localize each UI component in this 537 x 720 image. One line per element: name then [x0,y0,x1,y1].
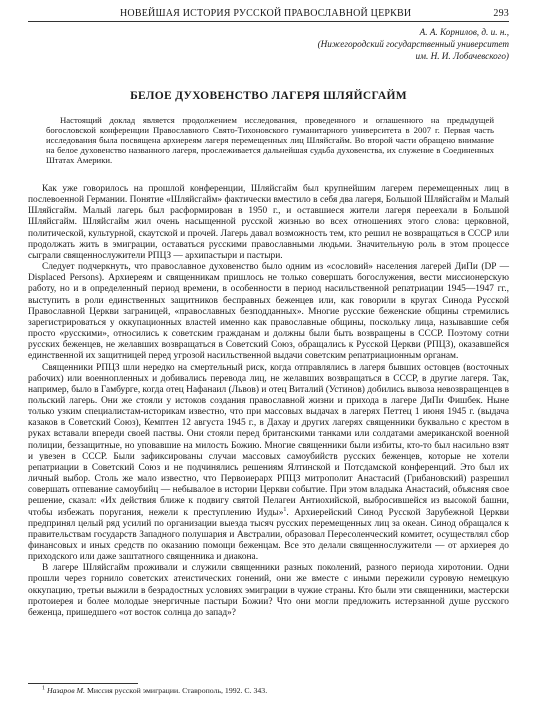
paragraph: В лагере Шляйсгайм проживали и служили священники разных поколений, разного периода хиротонии. Одни прошли через горнило советских атеистических гонений, они же вместе с иными пережили суровую немецкую оккупацию, третьи выжили в безрадостных условиях эмиграции в чужие страны. Кто были эти священники, мастерски протоиерея и более молодые энергичные пастыри Божии? Что они могли предложить истерзанной душе русского беженца, пришедшего «от восток солнца до запад»? [28,563,509,618]
footnote-author: Назаров М. [46,686,85,695]
author-name: А. А. Корнилов, д. и. н., [419,27,509,37]
footnote [42,686,502,696]
running-header [28,6,509,22]
author-affiliation-2: им. Н. И. Лобачевского) [415,51,509,62]
paragraph-text: Священники РПЦЗ шли нередко на смертельный риск, когда отправлялись в лагеря бывших остовцев (восточных рабочих) или военнопленных и добивались перевода лиц, не желавших возвращаться в СССР, в другие лагеря. Так, например, было в Гамбурге, когда отец Нафанаил (Львов) и отец Виталий (Устинов) добились вывоза невозвращенцев в польский лагерь. Они же стояли у истоков создания православной жизни и прихода в лагере ДиПи Фишбек. Ныне только узким специалистам-историкам известно, что при массовых выдачах в лагерях Петтец 1 июня 1945 г. (выдача казаков в Советский Союз), Кемптен 12 августа 1945 г., в Дахау и других лагерях священники буквально с крестом в руках вставали впереди своей паствы. Они стояли перед британскими танками или солдатами американской военной полиции, беззащитные, но уповавшие на милость Божию. Многие священники были избиты, кто-то был насильно взят и увезен в СССР. Были зафиксированы случаи массовых самоубийств русских беженцев, которые не хотели репатриации в Советский Союз и не подчинялись решениям Ялтинской и Потсдамской конференций. Это был их личный выбор. Столь же мало известно, что Первоиерарх РПЦЗ митрополит Анастасий (Грибановский) разрешил совершать отпевание самоубийц — небывалое в истории Церкви событие. При этом владыка Анастасий, объясняя свое решение, сказал: «Их действия ближе к подвигу святой Пелагеи Антиохийской, выбросившейся из высокой башни, чтобы избежать поругания, нежели к преступлению Иуды» [28,362,509,518]
paragraph [28,363,509,564]
article-title: БЕЛОЕ ДУХОВЕНСТВО ЛАГЕРЯ ШЛЯЙСГАЙМ [130,90,407,102]
paragraph-text: . Архиерейский Синод Русской Зарубежной Церкви предпринял целый ряд усилий по организации выезда тысяч русских перемещенных лиц за океан. Синод обращался к правительствам государств Западного полушария и Австралии, образовал Пересоленческий комитет, осуществлял сбор финансовых и иных средств по оказанию помощи беженцам. Все это делали священнослужители — от архиерея до приходского или даже заштатного священника и диакона. [28,507,509,563]
running-title: НОВЕЙШАЯ ИСТОРИЯ РУССКОЙ ПРАВОСЛАВНОЙ ЦЕРКВИ [120,8,412,19]
author-affiliation: (Нижегородский государственный университет [317,39,509,50]
footnote-text: Миссия русской эмиграции. Ставрополь, 1992. С. 343. [85,686,268,695]
footnote-divider [28,683,138,684]
footnote-ref[interactable]: 1 [283,506,287,513]
footnote-number: 1 [42,685,45,692]
author-block [209,26,509,63]
paragraph: Следует подчеркнуть, что православное духовенство было одним из «сословий» населения лагерей ДиПи (DP — Displaced Persons). Архиереям и священникам пришлось не только совершать богослужения, вести миссионерскую работу, но и в определенный период времени, в особенности в период насильственной репатриации 1945—1947 гг., выступить в роли единственных защитников бесправных беженцев или, как говорили в кругах Синода Русской Православной Церкви заграницей, «православных безподданных». Многие русские беженские общины стремились зарегистрироваться у оккупационных властей именно как православные общины, поскольку лица, называвшие себя просто «русскими», относились к советским гражданам и должны были быть возвращены в СССР. Поэтому сотни русских беженцев, не желавших возвращаться в Советский Союз, обращались к Русской Церкви (РПЦЗ), оказавшейся единственной их защитницей перед угрозой насильственной выдачи советским репатриационным органам. [28,262,509,362]
page-number: 293 [493,8,509,19]
abstract: Настоящий доклад является продолжением исследования, проведенного и оглашенного на предыдущей богословской конференции Православного Свято-Тихоновского гуманитарного университета в 2007 г. Первая часть исследования была посвящена архиереям лагеря перемещенных лиц Шляйсгайм. Во второй части обращено внимание на белое духовенство названного лагеря, прослеживается дальнейшая судьба духовенства, их служение в Соединенных Штатах Америки. [46,115,494,166]
paragraph: Как уже говорилось на прошлой конференции, Шляйсгайм был крупнейшим лагерем перемещенных лиц в послевоенной Германии. Понятие «Шляйсгайм» фактически вместило в себя два лагеря, Большой Шляйсгайм и Малый Шляйсгайм. Малый лагерь был расформирован в 1950 г., и оставшиеся жители лагеря переехали в Большой Шляйсгайм. Шляйсгайм жил очень насыщенной русской жизнью во всех отношениях этого слова: церковной, политической, культурной, скаутской и прочей. Лагерь давал возможность тем, кто решил не возвращаться в СССР или продолжать жить в эмиграции, оставаться русскими православными людьми. Значительную роль в этом процессе сыграли священнослужители РПЦЗ — архипастыри и пастыри. [28,184,509,261]
article-body [28,184,509,619]
